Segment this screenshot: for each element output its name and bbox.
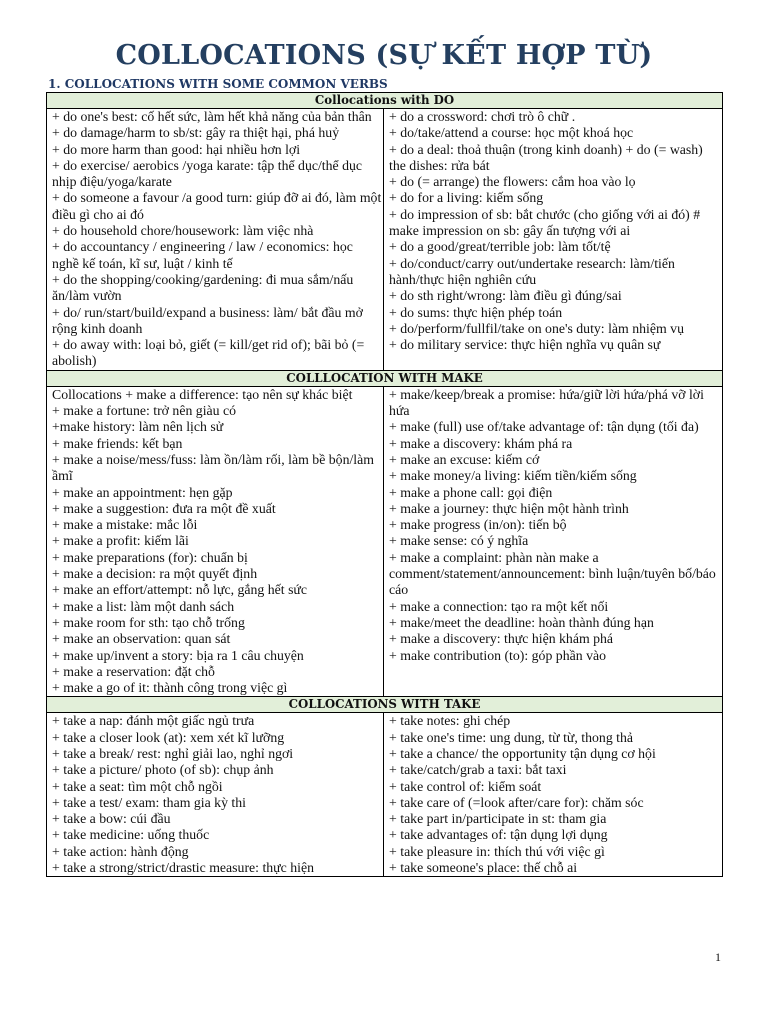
collocation-item: + do sth right/wrong: làm điều gì đúng/sai (389, 288, 622, 304)
collocation-item: + take a test/ exam: tham gia kỳ thi (52, 794, 246, 810)
collocation-item: +make history: làm nên lịch sử (52, 419, 224, 435)
collocation-item: + make a phone call: gọi điện (389, 484, 553, 500)
collocation-item: + make sense: có ý nghĩa (389, 533, 529, 549)
collocation-item: + take pleasure in: thích thú với việc gì (389, 843, 605, 859)
collocation-item: + make (full) use of/take advantage of: tận dụng (tối đa) (389, 419, 699, 435)
page-title: COLLOCATIONS (SỰ KẾT HỢP TỪ) (115, 40, 653, 71)
page-number: 1 (715, 950, 721, 964)
collocation-item: + do/take/attend a course: học một khoá học (389, 125, 634, 141)
collocation-item: + make progress (in/on): tiến bộ (389, 517, 567, 533)
collocation-item: + do one's best: cố hết sức, làm hết khả năng của bản thân (52, 109, 372, 124)
collocation-item: + do exercise/ aerobics /yoga karate: tập thể dục/thể dục nhịp điệu/yoga/karate (52, 157, 363, 190)
collocation-item: + make/meet the deadline: hoàn thành đúng hạn (389, 614, 654, 630)
section-header: Collocations with DO (47, 93, 723, 109)
collocation-item: + do a good/great/terrible job: làm tốt/tệ (389, 239, 611, 255)
collocation-item: + do damage/harm to sb/st: gây ra thiệt hại, phá huỷ (52, 125, 340, 141)
collocation-item: + do household chore/housework: làm việc nhà (52, 223, 314, 239)
collocation-item: + do away with: loại bỏ, giết (= kill/get rid of); bãi bỏ (= abolish) (52, 337, 365, 369)
collocations-table (46, 92, 723, 877)
collocation-item: Collocations + make a difference: tạo nên sự khác biệt (52, 386, 353, 402)
collocation-item: + take action: hành động (52, 843, 189, 859)
collocation-item: + make a suggestion: đưa ra một đề xuất (52, 500, 276, 516)
collocation-item: + take care of (=look after/care for): chăm sóc (389, 794, 644, 810)
collocation-column-left (47, 386, 384, 697)
collocation-item: + take medicine: uống thuốc (52, 827, 210, 843)
collocation-item: + make a discovery: thực hiện khám phá (389, 631, 614, 647)
collocation-item: + make friends: kết bạn (52, 435, 183, 451)
collocation-column-right (384, 713, 723, 877)
section-header-row (47, 93, 723, 109)
collocation-item: + do accountancy / engineering / law / economics: học nghề kế toán, kĩ sư, luật / kinh tế (52, 239, 353, 271)
collocation-item: + do more harm than good: hại nhiều hơn lợi (52, 141, 301, 157)
collocation-item: + take a picture/ photo (of sb): chụp ảnh (52, 762, 274, 778)
collocation-item: + make a reservation: đặt chỗ (52, 663, 215, 679)
collocation-item: + make a noise/mess/fuss: làm ồn/làm rối, làm bề bộn/làm ầmĩ (52, 451, 374, 484)
collocation-item: + make up/invent a story: bịa ra 1 câu chuyện (52, 647, 304, 663)
collocation-item: + make a mistake: mắc lỗi (52, 517, 198, 533)
collocation-item: + take a bow: cúi đầu (52, 811, 171, 827)
collocation-item: + make preparations (for): chuẩn bị (52, 549, 248, 565)
collocation-item: + make a discovery: khám phá ra (389, 435, 573, 451)
section-header-row (47, 370, 723, 386)
collocation-column-right (384, 386, 723, 697)
collocation-item: + do someone a favour /a good turn: giúp đỡ ai đó, làm một điều gì cho ai đó (52, 190, 382, 222)
collocation-item: + make a fortune: trở nên giàu có (52, 403, 237, 419)
collocation-item: + take one's time: ung dung, từ từ, thong thả (389, 729, 634, 745)
section-body-row (47, 713, 723, 877)
collocation-item: + take part in/participate in st: tham gia (389, 811, 607, 827)
collocation-item: + make a decision: ra một quyết định (52, 566, 258, 582)
collocation-item: + take/catch/grab a taxi: bắt taxi (389, 762, 567, 778)
collocation-item: + take control of: kiểm soát (389, 778, 542, 794)
collocation-item: + take a seat: tìm một chỗ ngồi (52, 778, 223, 794)
collocation-item: + do (= arrange) the flowers: cắm hoa vào lọ (389, 174, 636, 190)
section-header: COLLLOCATION WITH MAKE (47, 370, 723, 386)
collocation-item: + make a complaint: phàn nàn make a comment/statement/announcement: bình luận/tuyên bố/báo cáo (389, 549, 716, 598)
collocation-item: + do the shopping/cooking/gardening: đi mua sắm/nấu ăn/làm vườn (52, 271, 354, 304)
collocation-item: + take a closer look (at): xem xét kĩ lưỡng (52, 729, 285, 745)
collocation-column-right (384, 109, 723, 371)
collocation-item: + do military service: thực hiện nghĩa vụ quân sự (389, 337, 661, 353)
collocation-item: + take a strong/strict/drastic measure: thực hiện (52, 860, 314, 876)
section-body-row (47, 386, 723, 697)
section-header: COLLOCATIONS WITH TAKE (47, 697, 723, 713)
collocation-item: + make a list: làm một danh sách (52, 598, 235, 614)
section-body-row (47, 109, 723, 371)
collocation-item: + make a connection: tạo ra một kết nối (389, 598, 609, 614)
collocation-item: + make a journey: thực hiện một hành trình (389, 500, 629, 516)
collocation-item: + make an effort/attempt: nỗ lực, gắng hết sức (52, 582, 308, 598)
section-header-row (47, 697, 723, 713)
collocation-column-left (47, 713, 384, 877)
collocation-item: + make/keep/break a promise: hứa/giữ lời hứa/phá vỡ lời hứa (389, 386, 704, 419)
collocation-item: + do impression of sb: bắt chước (cho giống với ai đó) # make impression on sb: gây ấn tượng với ai (389, 206, 701, 239)
collocation-item: + make an appointment: hẹn gặp (52, 484, 233, 500)
collocation-item: + make a go of it: thành công trong việc gì (52, 680, 288, 696)
collocation-item: + do/ run/start/build/expand a business: làm/ bắt đầu mở rộng kinh doanh (52, 304, 363, 336)
collocation-item: + take a chance/ the opportunity tận dụng cơ hội (389, 745, 656, 761)
collocation-item: + do/perform/fullfil/take on one's duty: làm nhiệm vụ (389, 320, 684, 336)
collocation-item: + make contribution (to): góp phần vào (389, 647, 606, 663)
collocation-item: + do sums: thực hiện phép toán (389, 304, 563, 320)
collocation-item: + make money/a living: kiếm tiền/kiếm sống (389, 468, 637, 484)
collocation-column-left (47, 109, 384, 371)
collocation-item: + take advantages of: tận dụng lợi dụng (389, 827, 608, 843)
collocation-item: + take someone's place: thế chỗ ai (389, 860, 578, 876)
collocation-item: + make room for sth: tạo chỗ trống (52, 614, 245, 630)
collocation-item: + do/conduct/carry out/undertake research: làm/tiến hành/thực hiện nghiên cứu (389, 255, 675, 287)
collocation-item: + take a break/ rest: nghỉ giải lao, nghỉ ngơi (52, 745, 294, 761)
collocation-item: + do a crossword: chơi trò ô chữ . (389, 109, 576, 124)
collocation-item: + make a profit: kiếm lãi (52, 533, 189, 549)
collocation-item: + take a nap: đánh một giấc ngủ trưa (52, 713, 255, 729)
collocation-item: + do a deal: thoả thuận (trong kinh doanh) + do (= wash) the dishes: rửa bát (389, 141, 703, 173)
section-heading: 1. COLLOCATIONS WITH SOME COMMON VERBS (48, 77, 388, 91)
collocation-item: + do for a living: kiếm sống (389, 190, 544, 206)
collocation-item: + make an observation: quan sát (52, 631, 231, 647)
collocation-item: + make an excuse: kiếm cớ (389, 451, 540, 467)
collocation-item: + take notes: ghi chép (389, 713, 511, 729)
